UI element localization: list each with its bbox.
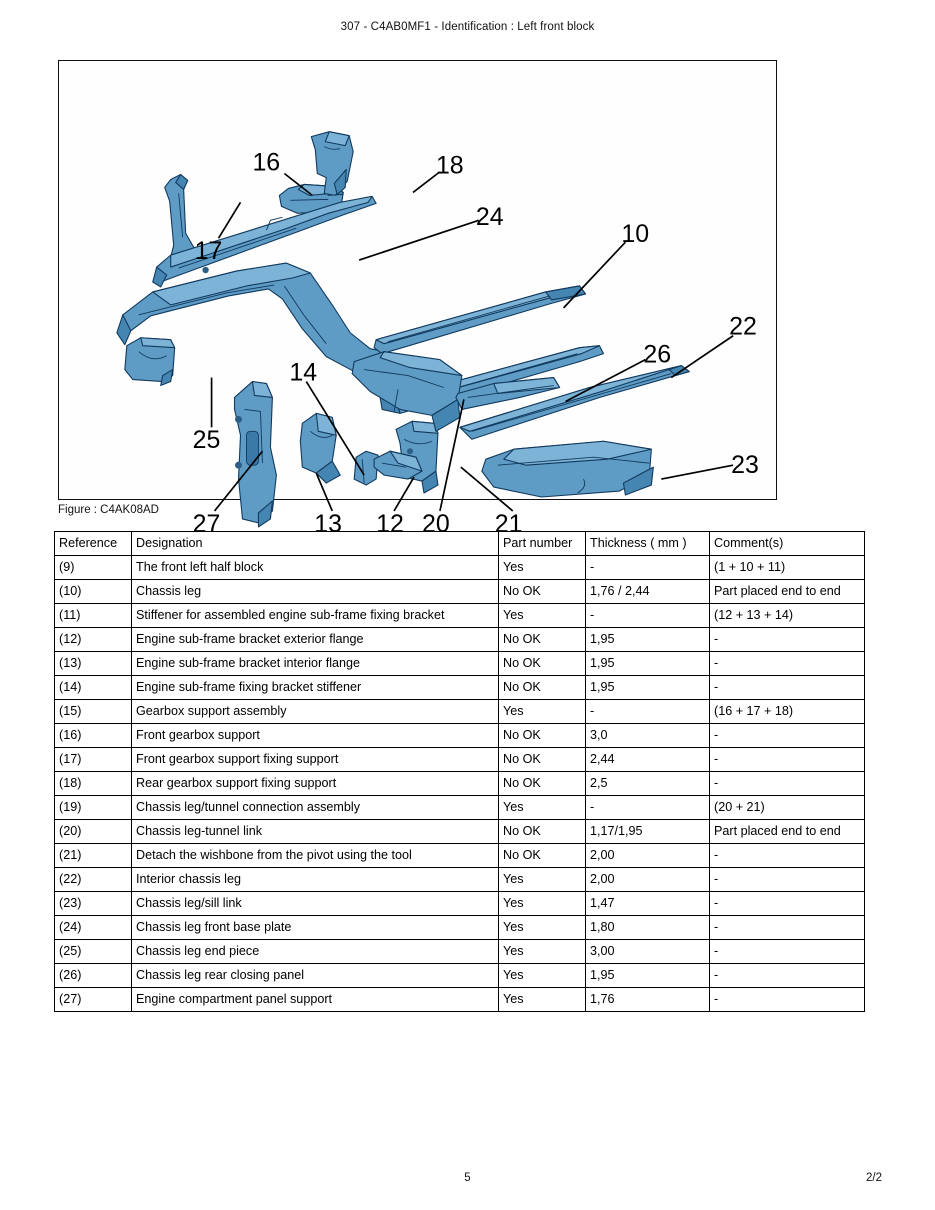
table-row	[55, 724, 865, 748]
cell-thickness: 2,00	[586, 844, 710, 868]
figure-caption: Figure : C4AK08AD	[58, 504, 159, 516]
cell-designation: Engine compartment panel support	[132, 988, 499, 1012]
cell-part-number: No OK	[499, 652, 586, 676]
cell-comments: -	[710, 940, 865, 964]
footer-page-number: 5	[464, 1172, 471, 1184]
cell-part-number: No OK	[499, 844, 586, 868]
callout-17: 17	[194, 237, 223, 266]
cell-reference: (13)	[55, 652, 132, 676]
cell-part-number: No OK	[499, 748, 586, 772]
cell-designation: Detach the wishbone from the pivot using the tool	[132, 844, 499, 868]
cell-reference: (10)	[55, 580, 132, 604]
cell-reference: (16)	[55, 724, 132, 748]
cell-reference: (17)	[55, 748, 132, 772]
callout-23: 23	[731, 451, 759, 480]
cell-reference: (20)	[55, 820, 132, 844]
cell-comments: -	[710, 964, 865, 988]
cell-reference: (12)	[55, 628, 132, 652]
cell-reference: (18)	[55, 772, 132, 796]
table-row	[55, 892, 865, 916]
table-row	[55, 628, 865, 652]
cell-designation: Chassis leg/sill link	[132, 892, 499, 916]
callout-21: 21	[494, 509, 523, 538]
document-footer	[0, 1172, 935, 1188]
cell-reference: (22)	[55, 868, 132, 892]
cell-thickness: 1,95	[586, 628, 710, 652]
cell-part-number: No OK	[499, 628, 586, 652]
table-row	[55, 796, 865, 820]
cell-part-number: Yes	[499, 892, 586, 916]
cell-designation: Chassis leg	[132, 580, 499, 604]
table-row	[55, 988, 865, 1012]
table-body	[55, 556, 865, 1012]
cell-part-number: Yes	[499, 700, 586, 724]
cell-reference: (26)	[55, 964, 132, 988]
cell-thickness: -	[586, 700, 710, 724]
cell-thickness: -	[586, 796, 710, 820]
parts-identification-table	[54, 531, 865, 1012]
part-10-shape	[374, 286, 585, 354]
callout-26: 26	[643, 340, 672, 369]
table-row	[55, 652, 865, 676]
table-row	[55, 964, 865, 988]
table-row	[55, 916, 865, 940]
column-header-comments: Comment(s)	[710, 532, 865, 556]
cell-designation: Interior chassis leg	[132, 868, 499, 892]
cell-part-number: Yes	[499, 556, 586, 580]
cell-comments: Part placed end to end	[710, 580, 865, 604]
cell-thickness: 1,95	[586, 964, 710, 988]
callout-16: 16	[252, 148, 281, 177]
table-row	[55, 700, 865, 724]
column-header-reference: Reference	[55, 532, 132, 556]
table-row	[55, 556, 865, 580]
part-25-shape	[125, 338, 175, 386]
callout-25: 25	[192, 426, 221, 455]
cell-thickness: 1,47	[586, 892, 710, 916]
part-14-shape	[352, 352, 462, 432]
cell-part-number: Yes	[499, 604, 586, 628]
column-header-designation: Designation	[132, 532, 499, 556]
cell-designation: Front gearbox support fixing support	[132, 748, 499, 772]
cell-thickness: -	[586, 604, 710, 628]
footer-page-count: 2/2	[866, 1172, 882, 1184]
cell-comments: -	[710, 892, 865, 916]
cell-reference: (21)	[55, 844, 132, 868]
cell-designation: Gearbox support assembly	[132, 700, 499, 724]
cell-thickness: 1,80	[586, 916, 710, 940]
cell-part-number: Yes	[499, 964, 586, 988]
cell-thickness: 1,95	[586, 652, 710, 676]
table-row	[55, 604, 865, 628]
callout-27: 27	[192, 509, 221, 538]
cell-part-number: No OK	[499, 580, 586, 604]
table-row	[55, 844, 865, 868]
callout-20: 20	[421, 509, 450, 538]
cell-designation: Chassis leg end piece	[132, 940, 499, 964]
cell-comments: -	[710, 628, 865, 652]
cell-designation: Stiffener for assembled engine sub-frame fixing bracket	[132, 604, 499, 628]
cell-designation: The front left half block	[132, 556, 499, 580]
cell-comments: Part placed end to end	[710, 820, 865, 844]
cell-reference: (11)	[55, 604, 132, 628]
part-13-shape	[300, 413, 340, 483]
cell-designation: Rear gearbox support fixing support	[132, 772, 499, 796]
cell-designation: Engine sub-frame bracket exterior flange	[132, 628, 499, 652]
cell-designation: Chassis leg front base plate	[132, 916, 499, 940]
table-row	[55, 676, 865, 700]
cell-part-number: Yes	[499, 916, 586, 940]
cell-designation: Chassis leg rear closing panel	[132, 964, 499, 988]
callout-24: 24	[475, 203, 504, 232]
table-header-row	[55, 532, 865, 556]
cell-part-number: No OK	[499, 724, 586, 748]
part-27-shape	[235, 382, 277, 527]
cell-comments: -	[710, 988, 865, 1012]
cell-reference: (27)	[55, 988, 132, 1012]
table-row	[55, 940, 865, 964]
cell-thickness: -	[586, 556, 710, 580]
cell-part-number: No OK	[499, 820, 586, 844]
cell-reference: (25)	[55, 940, 132, 964]
cell-comments: -	[710, 916, 865, 940]
cell-comments: (12 + 13 + 14)	[710, 604, 865, 628]
cell-thickness: 2,44	[586, 748, 710, 772]
part-23-shape	[482, 441, 654, 497]
table-row	[55, 868, 865, 892]
cell-reference: (23)	[55, 892, 132, 916]
cell-reference: (24)	[55, 916, 132, 940]
table-row	[55, 820, 865, 844]
cell-designation: Front gearbox support	[132, 724, 499, 748]
cell-comments: -	[710, 724, 865, 748]
cell-comments: -	[710, 868, 865, 892]
cell-comments: -	[710, 652, 865, 676]
cell-comments: -	[710, 844, 865, 868]
cell-comments: -	[710, 676, 865, 700]
cell-thickness: 2,5	[586, 772, 710, 796]
column-header-thickness: Thickness ( mm )	[586, 532, 710, 556]
cell-part-number: Yes	[499, 940, 586, 964]
column-header-part-number: Part number	[499, 532, 586, 556]
cell-thickness: 1,17/1,95	[586, 820, 710, 844]
callout-13: 13	[314, 509, 342, 538]
table-row	[55, 580, 865, 604]
callout-10: 10	[621, 220, 650, 249]
callout-18: 18	[435, 151, 464, 180]
cell-reference: (19)	[55, 796, 132, 820]
cell-thickness: 3,0	[586, 724, 710, 748]
callout-22: 22	[729, 312, 757, 341]
cell-thickness: 1,76 / 2,44	[586, 580, 710, 604]
cell-reference: (15)	[55, 700, 132, 724]
cell-designation: Engine sub-frame bracket interior flange	[132, 652, 499, 676]
cell-thickness: 1,95	[586, 676, 710, 700]
callout-14: 14	[289, 358, 318, 387]
cell-thickness: 2,00	[586, 868, 710, 892]
document-header-title: 307 - C4AB0MF1 - Identification : Left front block	[340, 21, 595, 33]
cell-part-number: No OK	[499, 772, 586, 796]
cell-comments: (1 + 10 + 11)	[710, 556, 865, 580]
cell-part-number: Yes	[499, 868, 586, 892]
table-row	[55, 748, 865, 772]
cell-part-number: No OK	[499, 676, 586, 700]
cell-designation: Chassis leg/tunnel connection assembly	[132, 796, 499, 820]
cell-reference: (9)	[55, 556, 132, 580]
cell-thickness: 1,76	[586, 988, 710, 1012]
cell-designation: Engine sub-frame fixing bracket stiffener	[132, 676, 499, 700]
cell-thickness: 3,00	[586, 940, 710, 964]
table-row	[55, 772, 865, 796]
cell-reference: (14)	[55, 676, 132, 700]
cell-comments: -	[710, 748, 865, 772]
callout-12: 12	[376, 509, 404, 538]
cell-part-number: Yes	[499, 796, 586, 820]
cell-comments: (20 + 21)	[710, 796, 865, 820]
cell-comments: (16 + 17 + 18)	[710, 700, 865, 724]
cell-part-number: Yes	[499, 988, 586, 1012]
cell-comments: -	[710, 772, 865, 796]
cell-designation: Chassis leg-tunnel link	[132, 820, 499, 844]
